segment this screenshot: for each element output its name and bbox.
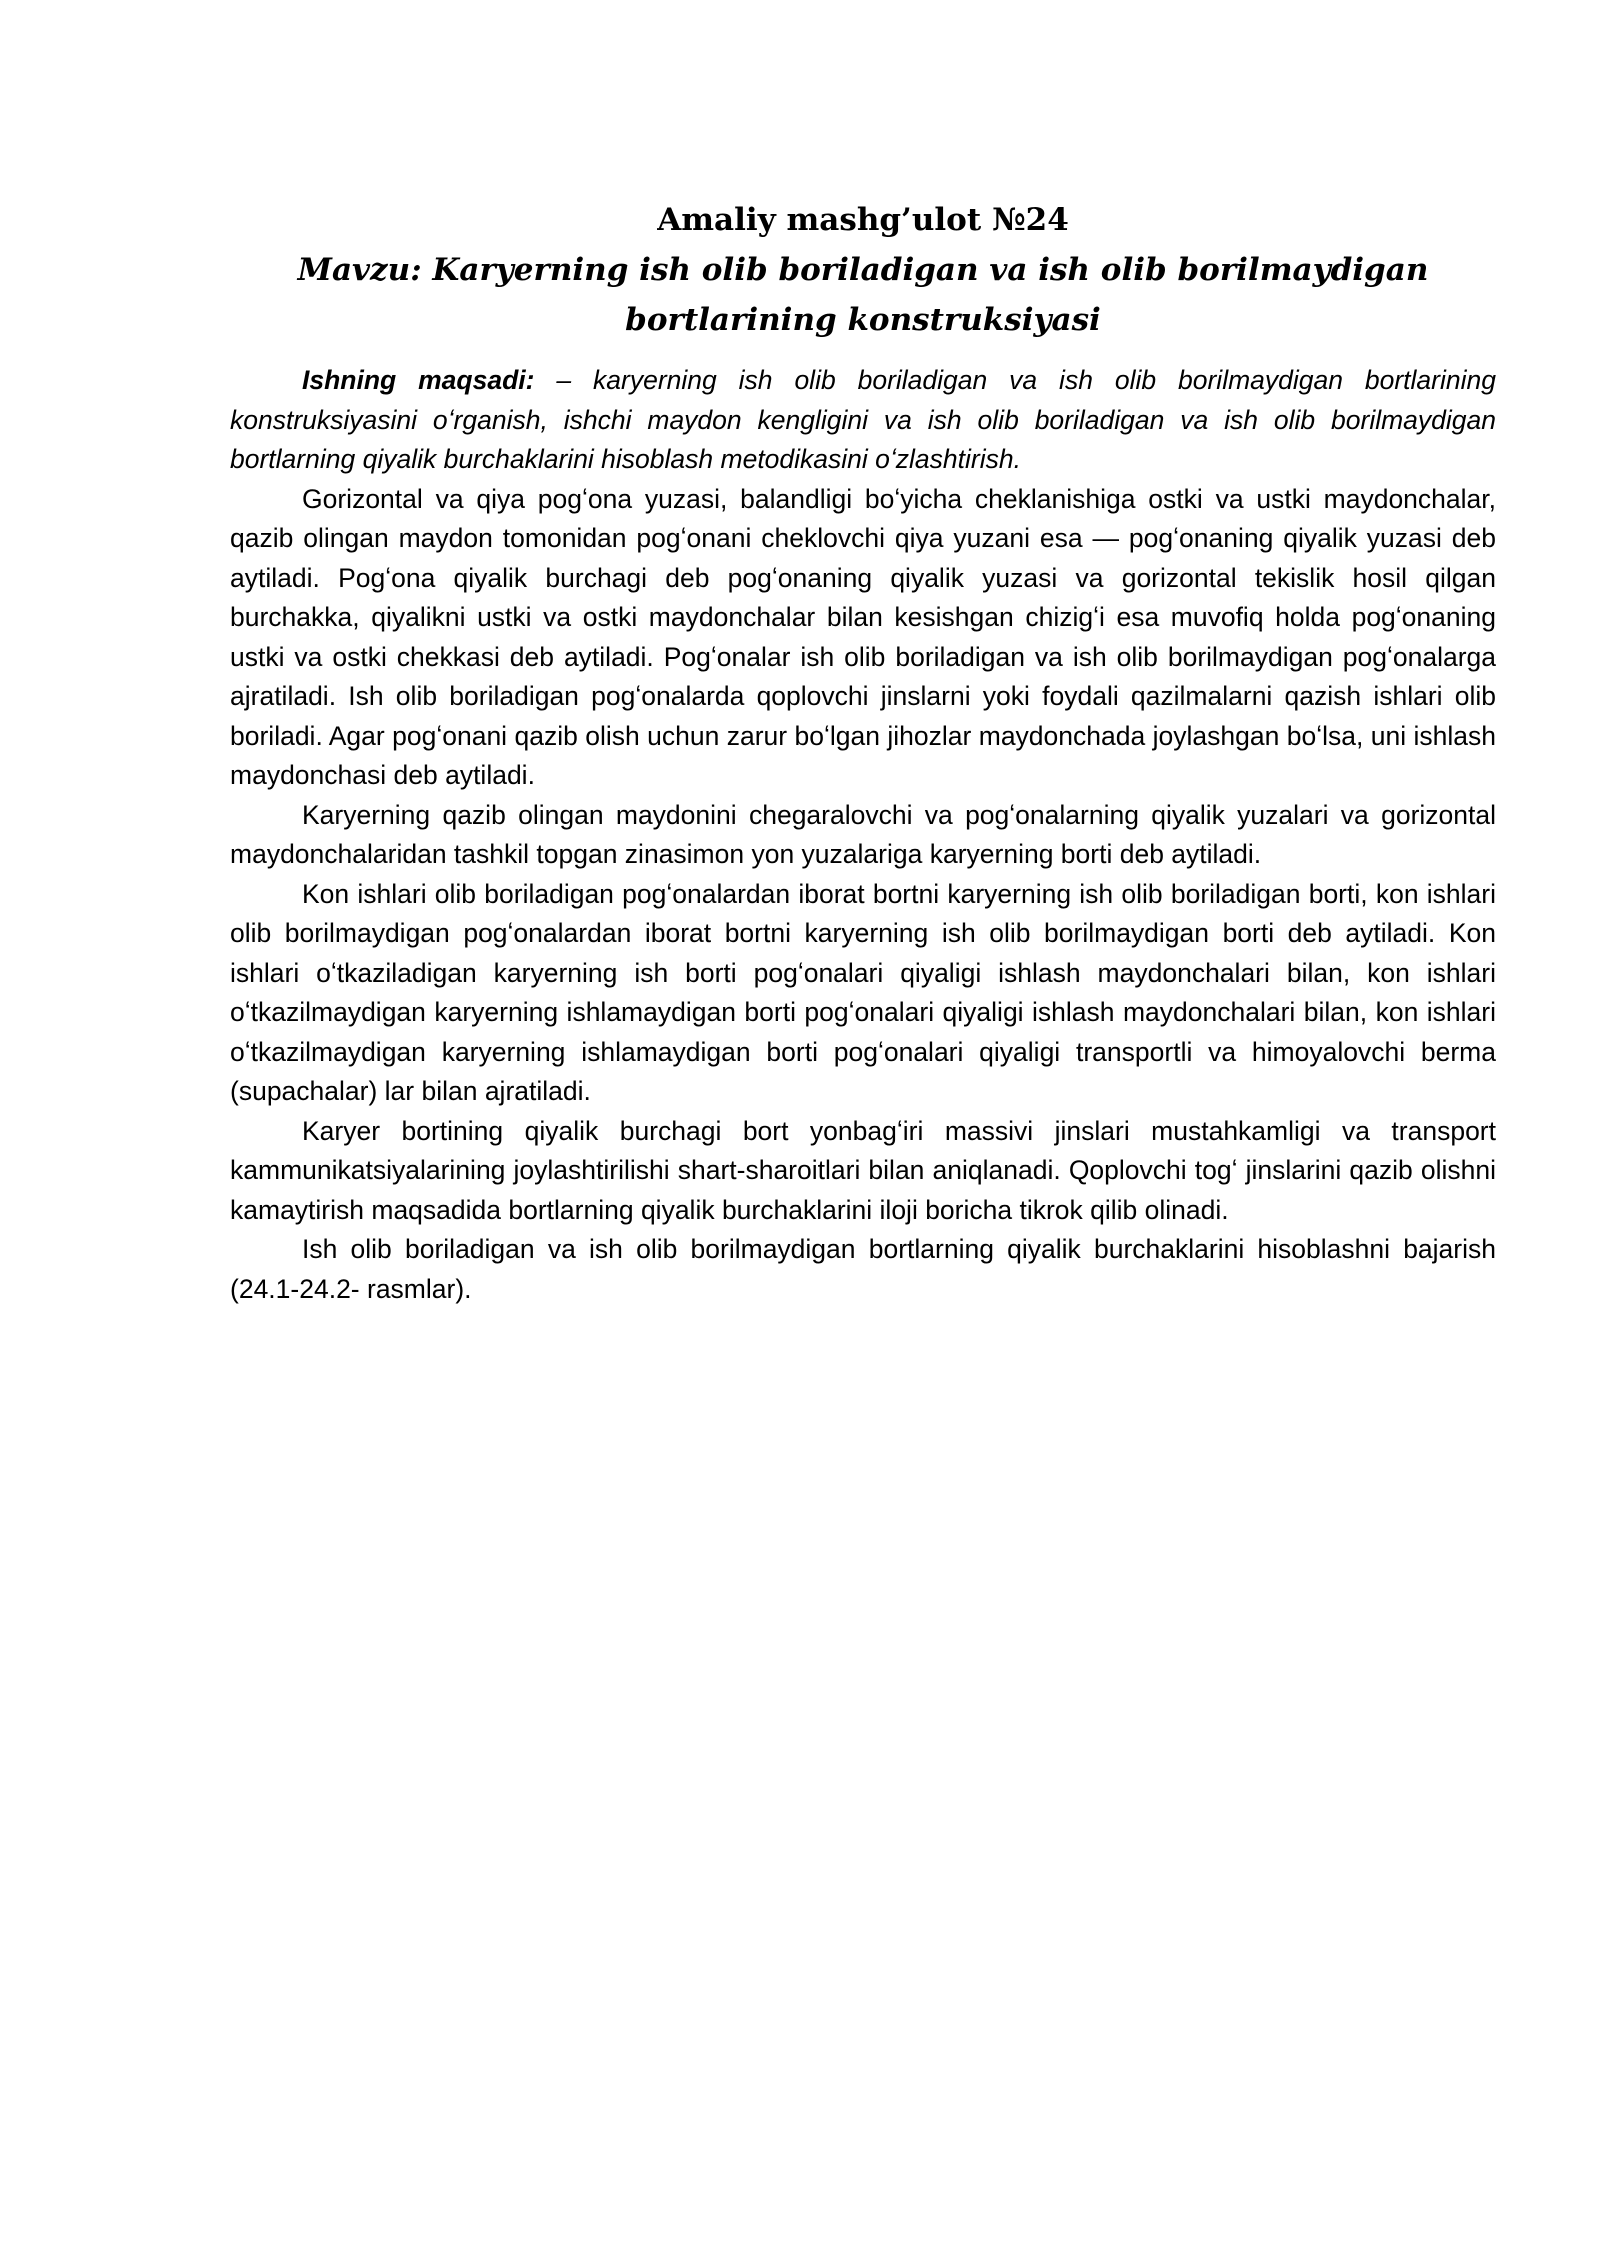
goal-text: – karyerning ish olib boriladigan va ish olib borilmaydigan bortlarining konstruksiyasini oʻrganish, ishchi maydon kengligini va ish olib boriladigan va ish olib borilmaydigan bortlarning qiyalik burchaklarini hisoblash metodikasini oʻzlashtirish.: [230, 365, 1496, 474]
paragraph-2: Karyerning qazib olingan maydonini chegaralovchi va pogʻonalarning qiyalik yuzalari va gorizontal maydonchalaridan tashkil topgan zinasimon yon yuzalariga karyerning borti deb aytiladi.: [230, 799, 1496, 869]
document-page: [230, 196, 1496, 1309]
paragraph-3: Kon ishlari olib boriladigan pogʻonalardan iborat bortni karyerning ish olib boriladigan borti, kon ishlari olib borilmaydigan pogʻonalardan iborat bortni karyerning ish olib borilmaydigan borti deb aytiladi. Kon ishlari oʻtkaziladigan karyerning ish borti pogʻonalari qiyaligi ishlash maydonchalari bilan, kon ishlari oʻtkazilmaydigan karyerning ishlamaydigan borti pogʻonalari qiyaligi ishlash maydonchalari bilan, kon ishlari oʻtkazilmaydigan karyerning ishlamaydigan borti pogʻonalari qiyaligi transportli va himoyalovchi berma (supachalar) lar bilan ajratiladi.: [230, 878, 1496, 1106]
document-body: [230, 361, 1496, 1309]
goal-label: Ishning maqsadi:: [302, 365, 535, 395]
paragraph-5: Ish olib boriladigan va ish olib borilmaydigan bortlarning qiyalik burchaklarini hisoblashni bajarish (24.1-24.2- rasmlar).: [230, 1234, 1496, 1304]
goal-paragraph: [230, 361, 1496, 480]
document-subtitle: Mavzu: Karyerning ish olib boriladigan va ish olib borilmaydigan bortlarining konstruksiyasi: [297, 252, 1429, 338]
document-title: Amaliy mashg’ulot №24: [657, 202, 1069, 238]
paragraph-1: Gorizontal va qiya pogʻona yuzasi, balandligi boʻyicha cheklanishiga ostki va ustki maydonchalar, qazib olingan maydon tomonidan pogʻonani cheklovchi qiya yuzani esa — pogʻonaning qiyalik yuzasi deb aytiladi. Pogʻona qiyalik burchagi deb pogʻonaning qiyalik yuzasi va gorizontal tekislik hosil qilgan burchakka, qiyalikni ustki va ostki maydonchalar bilan kesishgan chizigʻi esa muvofiq holda pogʻonaning ustki va ostki chekkasi deb aytiladi. Pogʻonalar ish olib boriladigan va ish olib borilmaydigan pogʻonalarga ajratiladi. Ish olib boriladigan pogʻonalarda qoplovchi jinslarni yoki foydali qazilmalarni qazish ishlari olib boriladi. Agar pogʻonani qazib olish uchun zarur boʻlgan jihozlar maydonchada joylashgan boʻlsa, uni ishlash maydonchasi deb aytiladi.: [230, 483, 1496, 790]
paragraph-4: Karyer bortining qiyalik burchagi bort yonbagʻiri massivi jinslari mustahkamligi va transport kammunikatsiyalarining joylashtirilishi shart-sharoitlari bilan aniqlanadi. Qoplovchi togʻ jinslarini qazib olishni kamaytirish maqsadida bortlarning qiyalik burchaklarini iloji boricha tikrok qilib olinadi.: [230, 1115, 1496, 1225]
